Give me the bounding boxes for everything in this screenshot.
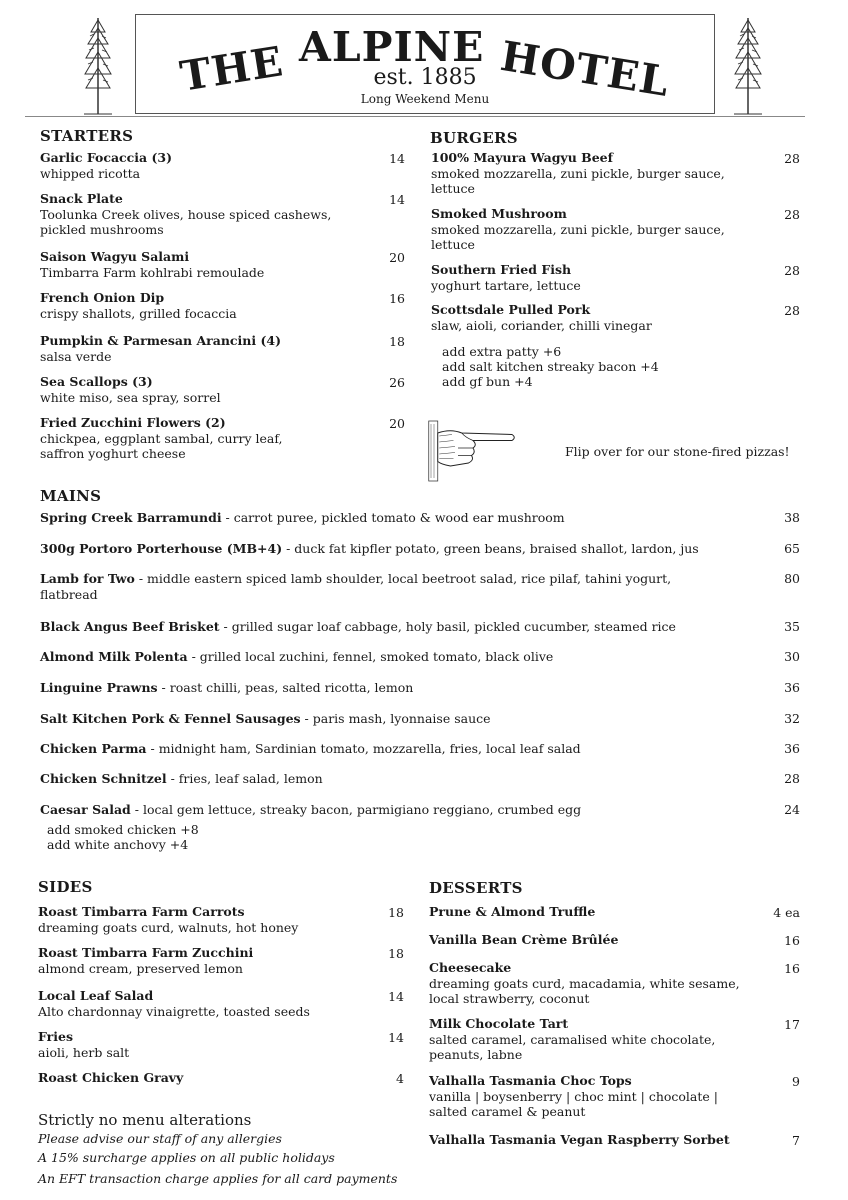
item-name: Chicken Schnitzel <box>40 771 167 786</box>
item-name: Chicken Parma <box>40 741 147 756</box>
item-name: Black Angus Beef Brisket <box>40 619 220 634</box>
item-name: 300g Portoro Porterhouse (MB+4) <box>40 541 283 556</box>
item-price: 20 <box>389 416 405 431</box>
item-price: 16 <box>784 961 800 976</box>
starter-item <box>40 191 331 237</box>
item-name: 100% Mayura Wagyu Beef <box>431 150 613 165</box>
item-price: 4 <box>396 1071 404 1086</box>
item-desc: - local gem lettuce, streaky bacon, parmigiano reggiano, crumbed egg <box>130 802 582 817</box>
dessert-item <box>429 960 740 1006</box>
item-price: 30 <box>784 649 800 664</box>
item-name: Sea Scallops (3) <box>40 374 153 389</box>
main-item <box>40 741 740 757</box>
item-name: Roast Timbarra Farm Carrots <box>38 904 245 919</box>
item-desc: - roast chilli, peas, salted ricotta, lemon <box>157 680 414 695</box>
item-price: 28 <box>784 303 800 318</box>
menu-subtitle: Long Weekend Menu <box>360 92 490 106</box>
item-price: 16 <box>784 933 800 948</box>
item-price: 18 <box>389 334 405 349</box>
burger-addons <box>442 344 659 389</box>
item-name: Scottsdale Pulled Pork <box>431 302 591 317</box>
item-desc: Timbarra Farm kohlrabi remoulade <box>40 265 265 280</box>
main-item <box>40 571 740 603</box>
item-name: Salt Kitchen Pork & Fennel Sausages <box>40 711 301 726</box>
item-price: 14 <box>388 1030 404 1045</box>
item-name: Vanilla Bean Crème Brûlée <box>429 932 619 947</box>
item-desc: chickpea, eggplant sambal, curry leaf, <box>40 431 283 446</box>
item-price: 14 <box>389 192 405 207</box>
mains-heading: MAINS <box>40 487 102 505</box>
item-name: Fried Zucchini Flowers (2) <box>40 415 226 430</box>
main-item <box>40 649 740 665</box>
item-price: 28 <box>784 151 800 166</box>
main-item <box>40 711 740 727</box>
sides-heading: SIDES <box>38 878 93 896</box>
addon-line: add salt kitchen streaky bacon +4 <box>442 359 659 374</box>
item-name: Spring Creek Barramundi <box>40 510 222 525</box>
item-desc: dreaming goats curd, walnuts, hot honey <box>38 920 299 935</box>
item-desc: - midnight ham, Sardinian tomato, mozzarella, fries, local leaf salad <box>146 741 581 756</box>
item-desc: almond cream, preserved lemon <box>38 961 243 976</box>
item-price: 28 <box>784 771 800 786</box>
item-desc: peanuts, labne <box>429 1047 523 1062</box>
burger-item <box>431 302 652 333</box>
starter-item <box>40 415 282 461</box>
item-desc: smoked mozzarella, zuni pickle, burger sauce, <box>431 166 725 181</box>
item-price: 32 <box>784 711 800 726</box>
title-word: HOTEL <box>496 31 673 107</box>
side-item <box>38 904 298 935</box>
item-name: Roast Timbarra Farm Zucchini <box>38 945 254 960</box>
eft-note: An EFT transaction charge applies for all card payments <box>38 1171 398 1186</box>
item-name: Valhalla Tasmania Vegan Raspberry Sorbet <box>429 1132 730 1147</box>
title-word: ALPINE <box>299 23 485 71</box>
item-price: 18 <box>388 946 404 961</box>
item-price: 24 <box>784 802 800 817</box>
item-price: 9 <box>792 1074 800 1089</box>
item-price: 14 <box>388 989 404 1004</box>
item-desc: - fries, leaf salad, lemon <box>166 771 323 786</box>
side-item <box>38 1029 129 1060</box>
item-name: Pumpkin & Parmesan Arancini (4) <box>40 333 281 348</box>
pointing-hand-icon <box>428 407 518 495</box>
item-desc: - grilled sugar loaf cabbage, holy basil, pickled cucumber, steamed rice <box>219 619 676 634</box>
pine-tree-icon-left <box>80 16 116 116</box>
item-desc: lettuce <box>431 181 475 196</box>
item-price: 18 <box>388 905 404 920</box>
item-price: 20 <box>389 250 405 265</box>
item-price: 28 <box>784 263 800 278</box>
item-desc: whipped ricotta <box>40 166 141 181</box>
item-desc: salted caramel & peanut <box>429 1104 586 1119</box>
item-name: Snack Plate <box>40 191 123 206</box>
item-name: Roast Chicken Gravy <box>38 1070 184 1085</box>
item-name: Caesar Salad <box>40 802 131 817</box>
item-name: Almond Milk Polenta <box>40 649 188 664</box>
item-desc: yoghurt tartare, lettuce <box>431 278 581 293</box>
addon-line: add extra patty +6 <box>442 344 562 359</box>
item-desc: Toolunka Creek olives, house spiced cashews, <box>40 207 332 222</box>
desserts-heading: DESSERTS <box>429 879 523 897</box>
side-item <box>38 945 253 976</box>
title-word: THE <box>177 37 287 101</box>
surcharge-note: A 15% surcharge applies on all public holidays <box>38 1150 335 1165</box>
header-box <box>135 14 715 114</box>
item-price: 26 <box>389 375 405 390</box>
item-name: Linguine Prawns <box>40 680 158 695</box>
item-name: Southern Fried Fish <box>431 262 572 277</box>
main-item <box>40 541 740 557</box>
item-price: 4 ea <box>773 905 800 920</box>
no-alterations-note: Strictly no menu alterations <box>38 1111 252 1129</box>
item-price: 38 <box>784 510 800 525</box>
addon-line: add gf bun +4 <box>442 374 533 389</box>
main-item <box>40 619 740 635</box>
item-name: Valhalla Tasmania Choc Tops <box>429 1073 632 1088</box>
starter-item <box>40 150 172 181</box>
item-price: 28 <box>784 207 800 222</box>
item-name: Saison Wagyu Salami <box>40 249 190 264</box>
dessert-item <box>429 904 595 920</box>
established-year: est. 1885 <box>373 65 477 90</box>
dessert-item <box>429 932 618 948</box>
starter-item <box>40 374 221 405</box>
starter-item <box>40 290 237 321</box>
item-name: Smoked Mushroom <box>431 206 567 221</box>
burger-item <box>431 150 725 196</box>
item-price: 14 <box>389 151 405 166</box>
item-desc: - duck fat kipfler potato, green beans, braised shallot, lardon, jus <box>282 541 699 556</box>
item-price: 36 <box>784 680 800 695</box>
main-item <box>40 802 740 818</box>
item-desc: smoked mozzarella, zuni pickle, burger sauce, <box>431 222 725 237</box>
item-name: Prune & Almond Truffle <box>429 904 596 919</box>
item-desc: - carrot puree, pickled tomato & wood ear mushroom <box>221 510 565 525</box>
item-price: 16 <box>389 291 405 306</box>
dessert-item <box>429 1132 730 1148</box>
starters-heading: STARTERS <box>40 127 134 145</box>
item-name: Cheesecake <box>429 960 512 975</box>
starter-item <box>40 333 281 364</box>
item-desc: Alto chardonnay vinaigrette, toasted seeds <box>38 1004 310 1019</box>
item-desc: salted caramel, caramalised white chocolate, <box>429 1032 716 1047</box>
item-desc: vanilla | boysenberry | choc mint | chocolate | <box>429 1089 718 1104</box>
item-price: 7 <box>792 1133 800 1148</box>
item-price: 36 <box>784 741 800 756</box>
item-desc: dreaming goats curd, macadamia, white sesame, <box>429 976 740 991</box>
item-desc: - paris mash, lyonnaise sauce <box>300 711 491 726</box>
item-name: Local Leaf Salad <box>38 988 154 1003</box>
item-desc: local strawberry, coconut <box>429 991 590 1006</box>
item-desc: - middle eastern spiced lamb shoulder, local beetroot salad, rice pilaf, tahini yogurt, <box>134 571 672 586</box>
item-desc: lettuce <box>431 237 475 252</box>
item-desc-cont: flatbread <box>40 587 98 602</box>
dessert-item <box>429 1073 718 1119</box>
item-desc: aioli, herb salt <box>38 1045 130 1060</box>
addon-line: add white anchovy +4 <box>47 837 189 852</box>
item-desc: pickled mushrooms <box>40 222 164 237</box>
pine-tree-icon-right <box>730 16 766 116</box>
header-divider <box>25 116 805 117</box>
item-price: 17 <box>784 1017 800 1032</box>
burgers-heading: BURGERS <box>430 129 518 147</box>
burger-item <box>431 206 725 252</box>
item-desc: white miso, sea spray, sorrel <box>40 390 221 405</box>
item-name: Milk Chocolate Tart <box>429 1016 569 1031</box>
item-price: 80 <box>784 571 800 586</box>
main-item <box>40 510 740 526</box>
item-price: 35 <box>784 619 800 634</box>
starter-item <box>40 249 264 280</box>
dessert-item <box>429 1016 715 1062</box>
side-item <box>38 1070 183 1086</box>
allergy-note: Please advise our staff of any allergies <box>38 1131 282 1146</box>
addon-line: add smoked chicken +8 <box>47 822 199 837</box>
item-price: 65 <box>784 541 800 556</box>
item-name: Fries <box>38 1029 73 1044</box>
item-desc: crispy shallots, grilled focaccia <box>40 306 237 321</box>
caesar-addons <box>47 822 199 852</box>
item-desc: salsa verde <box>40 349 112 364</box>
item-name: Lamb for Two <box>40 571 135 586</box>
main-item <box>40 771 740 787</box>
item-desc: saffron yoghurt cheese <box>40 446 186 461</box>
item-desc: - grilled local zuchini, fennel, smoked tomato, black olive <box>187 649 554 664</box>
item-name: Garlic Focaccia (3) <box>40 150 173 165</box>
side-item <box>38 988 310 1019</box>
item-name: French Onion Dip <box>40 290 165 305</box>
item-desc: slaw, aioli, coriander, chilli vinegar <box>431 318 652 333</box>
flip-over-note: Flip over for our stone-fired pizzas! <box>565 444 790 459</box>
burger-item <box>431 262 581 293</box>
main-item <box>40 680 740 696</box>
